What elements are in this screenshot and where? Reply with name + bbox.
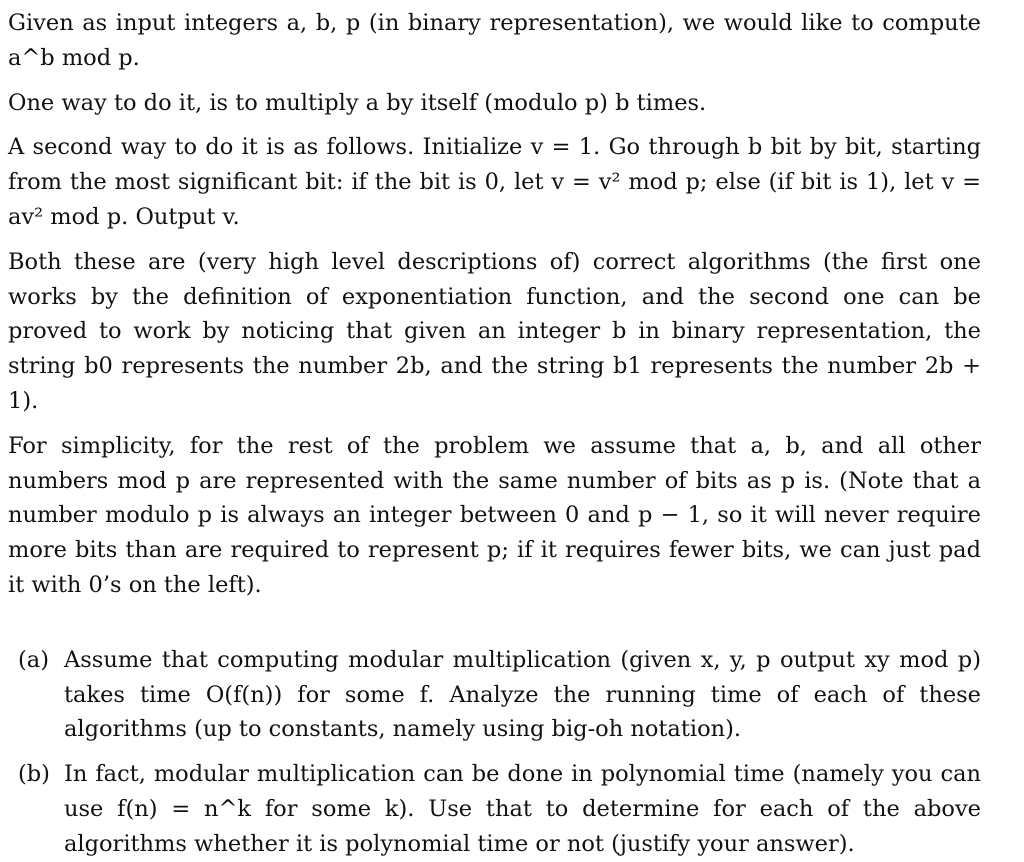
question-label: (b)	[18, 761, 50, 788]
paragraph-correctness: Both these are (very high level descriptions of) correct algorithms (the first one works by the definition of exponentiation function, and the second one can be proved to work by noticing that given an integer b in binary representation, the string b0 represents the number 2b, and the string b1 represents the number 2b + 1).	[8, 248, 981, 414]
question-list	[8, 643, 981, 862]
paragraph-first-method: One way to do it, is to multiply a by itself (modulo p) b times.	[8, 89, 707, 116]
question-item-b	[8, 757, 981, 861]
question-item-a	[8, 643, 981, 747]
paragraph-second-method: A second way to do it is as follows. Initialize v = 1. Go through b bit by bit, starting from the most significant bit: if the bit is 0, let v = v² mod p; else (if bit is 1), let v = av² mod p. Output v.	[8, 134, 981, 230]
question-label: (a)	[18, 646, 49, 673]
paragraph-simplicity: For simplicity, for the rest of the problem we assume that a, b, and all other numbers mod p are represented with the same number of bits as p is. (Note that a number modulo p is always an integer between 0 and p − 1, so it will never require more bits than are required to represent p; if it requires fewer bits, we can just pad it with 0’s on the left).	[8, 432, 981, 598]
paragraph-intro: Given as input integers a, b, p (in binary representation), we would like to compute a^b mod p.	[8, 10, 981, 71]
question-text: In fact, modular multiplication can be done in polynomial time (namely you can use f(n) = n^k for some k). Use that to determine for each of the above algorithms whether it is polynomial time or not (justify your answer).	[64, 761, 981, 857]
question-text: Assume that computing modular multiplication (given x, y, p output xy mod p) takes time O(f(n)) for some f. Analyze the running time of each of these algorithms (up to constants, namely using big-oh notation).	[64, 646, 981, 743]
